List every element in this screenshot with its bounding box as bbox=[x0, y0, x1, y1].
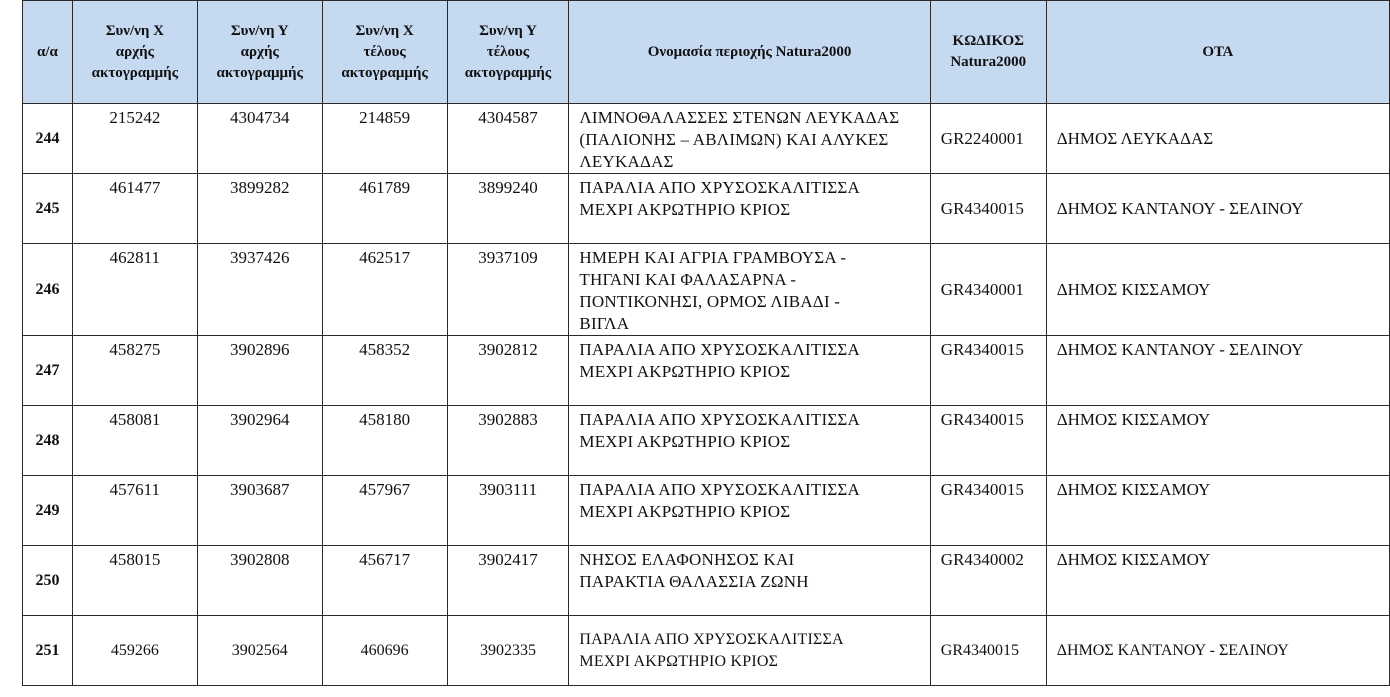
header-area-name: Ονομασία περιοχής Natura2000 bbox=[569, 1, 930, 104]
header-x-end: Συν/νη Χ τέλους ακτογραμμής bbox=[322, 1, 447, 104]
table-header bbox=[23, 1, 1390, 104]
x-start-cell: 458081 bbox=[72, 406, 197, 476]
x-end-cell: 214859 bbox=[322, 104, 447, 174]
y-end-cell: 3899240 bbox=[447, 174, 569, 244]
table-row bbox=[23, 174, 1390, 244]
table-row bbox=[23, 616, 1390, 686]
x-end-cell: 460696 bbox=[322, 616, 447, 686]
table-row bbox=[23, 336, 1390, 406]
y-start-cell: 3937426 bbox=[197, 244, 322, 336]
y-end-cell: 3902883 bbox=[447, 406, 569, 476]
x-end-cell: 458352 bbox=[322, 336, 447, 406]
ota-cell: ΔΗΜΟΣ ΚΑΝΤΑΝΟΥ - ΣΕΛΙΝΟΥ bbox=[1046, 174, 1389, 244]
y-end-cell: 3903111 bbox=[447, 476, 569, 546]
ota-cell: ΔΗΜΟΣ ΚΙΣΣΑΜΟΥ bbox=[1046, 406, 1389, 476]
table-body bbox=[23, 104, 1390, 686]
x-start-cell: 458015 bbox=[72, 546, 197, 616]
area-name-line: ΠΑΡΑΛΙΑ ΑΠΟ ΧΡΥΣΟΣΚΑΛΙΤΙΣΣΑ bbox=[579, 178, 860, 197]
ota-cell: ΔΗΜΟΣ ΚΙΣΣΑΜΟΥ bbox=[1046, 244, 1389, 336]
area-name-line: ΠΑΡΑΛΙΑ ΑΠΟ ΧΡΥΣΟΣΚΑΛΙΤΙΣΣΑ bbox=[579, 340, 860, 359]
header-code: ΚΩΔΙΚΟΣ Natura2000 bbox=[930, 1, 1046, 104]
area-name-cell bbox=[569, 174, 930, 244]
y-end-cell: 3937109 bbox=[447, 244, 569, 336]
y-start-cell: 4304734 bbox=[197, 104, 322, 174]
area-name-cell bbox=[569, 104, 930, 174]
ota-cell: ΔΗΜΟΣ ΚΙΣΣΑΜΟΥ bbox=[1046, 476, 1389, 546]
ota-cell: ΔΗΜΟΣ ΚΑΝΤΑΝΟΥ - ΣΕΛΙΝΟΥ bbox=[1046, 616, 1389, 686]
y-start-cell: 3903687 bbox=[197, 476, 322, 546]
area-name-line: ΠΑΡΑΛΙΑ ΑΠΟ ΧΡΥΣΟΣΚΑΛΙΤΙΣΣΑ bbox=[579, 630, 844, 648]
x-end-cell: 458180 bbox=[322, 406, 447, 476]
area-name-cell bbox=[569, 616, 930, 686]
x-end-cell: 462517 bbox=[322, 244, 447, 336]
area-name-line: ΝΗΣΟΣ ΕΛΑΦΟΝΗΣΟΣ ΚΑΙ bbox=[579, 550, 795, 569]
row-number: 248 bbox=[23, 406, 73, 476]
table-row bbox=[23, 546, 1390, 616]
x-start-cell: 462811 bbox=[72, 244, 197, 336]
ota-cell: ΔΗΜΟΣ ΚΑΝΤΑΝΟΥ - ΣΕΛΙΝΟΥ bbox=[1046, 336, 1389, 406]
row-number: 245 bbox=[23, 174, 73, 244]
natura-coastline-table bbox=[22, 0, 1390, 686]
x-start-cell: 461477 bbox=[72, 174, 197, 244]
area-name-line: ΠΑΡΑΛΙΑ ΑΠΟ ΧΡΥΣΟΣΚΑΛΙΤΙΣΣΑ bbox=[579, 480, 860, 499]
x-end-cell: 456717 bbox=[322, 546, 447, 616]
area-name-cell bbox=[569, 244, 930, 336]
natura-code-cell: GR4340002 bbox=[930, 546, 1046, 616]
natura-code-cell: GR4340015 bbox=[930, 476, 1046, 546]
natura-code-cell: GR4340015 bbox=[930, 616, 1046, 686]
header-x-start: Συν/νη Χ αρχής ακτογραμμής bbox=[72, 1, 197, 104]
area-name-line: ΠΟΝΤΙΚΟΝΗΣΙ, ΟΡΜΟΣ ΛΙΒΑΔΙ - bbox=[579, 292, 841, 311]
table-row bbox=[23, 406, 1390, 476]
y-end-cell: 3902417 bbox=[447, 546, 569, 616]
area-name-line: ΠΑΡΑΛΙΑ ΑΠΟ ΧΡΥΣΟΣΚΑΛΙΤΙΣΣΑ bbox=[579, 410, 860, 429]
natura-code-cell: GR4340015 bbox=[930, 174, 1046, 244]
area-name-line: ΜΕΧΡΙ ΑΚΡΩΤΗΡΙΟ ΚΡΙΟΣ bbox=[579, 200, 791, 219]
area-name-cell bbox=[569, 406, 930, 476]
natura-code-cell: GR4340015 bbox=[930, 406, 1046, 476]
area-name-line: ΜΕΧΡΙ ΑΚΡΩΤΗΡΙΟ ΚΡΙΟΣ bbox=[579, 502, 791, 521]
x-end-cell: 461789 bbox=[322, 174, 447, 244]
x-end-cell: 457967 bbox=[322, 476, 447, 546]
table-row bbox=[23, 244, 1390, 336]
x-start-cell: 458275 bbox=[72, 336, 197, 406]
area-name-line: ΠΑΡΑΚΤΙΑ ΘΑΛΑΣΣΙΑ ΖΩΝΗ bbox=[579, 572, 809, 591]
header-y-end: Συν/νη Υ τέλους ακτογραμμής bbox=[447, 1, 569, 104]
row-number: 250 bbox=[23, 546, 73, 616]
natura-code-cell: GR4340001 bbox=[930, 244, 1046, 336]
row-number: 247 bbox=[23, 336, 73, 406]
natura-code-cell: GR2240001 bbox=[930, 104, 1046, 174]
row-number: 251 bbox=[23, 616, 73, 686]
area-name-cell bbox=[569, 546, 930, 616]
row-number: 244 bbox=[23, 104, 73, 174]
ota-cell: ΔΗΜΟΣ ΛΕΥΚΑΔΑΣ bbox=[1046, 104, 1389, 174]
x-start-cell: 459266 bbox=[72, 616, 197, 686]
area-name-line: (ΠΑΛΙΟΝΗΣ – ΑΒΛΙΜΩΝ) ΚΑΙ ΑΛΥΚΕΣ bbox=[579, 130, 889, 149]
area-name-line: ΜΕΧΡΙ ΑΚΡΩΤΗΡΙΟ ΚΡΙΟΣ bbox=[579, 362, 791, 381]
y-start-cell: 3902964 bbox=[197, 406, 322, 476]
natura-code-cell: GR4340015 bbox=[930, 336, 1046, 406]
table-row bbox=[23, 476, 1390, 546]
header-y-start: Συν/νη Υ αρχής ακτογραμμής bbox=[197, 1, 322, 104]
y-start-cell: 3902896 bbox=[197, 336, 322, 406]
header-ota: ΟΤΑ bbox=[1046, 1, 1389, 104]
header-row bbox=[23, 1, 1390, 104]
area-name-line: ΤΗΓΑΝΙ ΚΑΙ ΦΑΛΑΣΑΡΝΑ - bbox=[579, 270, 797, 289]
header-aa: α/α bbox=[23, 1, 73, 104]
area-name-line: ΛΕΥΚΑΔΑΣ bbox=[579, 152, 674, 171]
row-number: 246 bbox=[23, 244, 73, 336]
x-start-cell: 215242 bbox=[72, 104, 197, 174]
y-end-cell: 4304587 bbox=[447, 104, 569, 174]
area-name-line: ΛΙΜΝΟΘΑΛΑΣΣΕΣ ΣΤΕΝΩΝ ΛΕΥΚΑΔΑΣ bbox=[579, 108, 900, 127]
y-end-cell: 3902335 bbox=[447, 616, 569, 686]
y-start-cell: 3899282 bbox=[197, 174, 322, 244]
area-name-cell bbox=[569, 336, 930, 406]
area-name-line: ΗΜΕΡΗ ΚΑΙ ΑΓΡΙΑ ΓΡΑΜΒΟΥΣΑ - bbox=[579, 248, 847, 267]
y-start-cell: 3902564 bbox=[197, 616, 322, 686]
y-end-cell: 3902812 bbox=[447, 336, 569, 406]
area-name-line: ΜΕΧΡΙ ΑΚΡΩΤΗΡΙΟ ΚΡΙΟΣ bbox=[579, 432, 791, 451]
ota-cell: ΔΗΜΟΣ ΚΙΣΣΑΜΟΥ bbox=[1046, 546, 1389, 616]
table-row bbox=[23, 104, 1390, 174]
area-name-cell bbox=[569, 476, 930, 546]
y-start-cell: 3902808 bbox=[197, 546, 322, 616]
row-number: 249 bbox=[23, 476, 73, 546]
area-name-line: ΜΕΧΡΙ ΑΚΡΩΤΗΡΙΟ ΚΡΙΟΣ bbox=[579, 652, 779, 670]
area-name-line: ΒΙΓΛΑ bbox=[579, 314, 630, 333]
x-start-cell: 457611 bbox=[72, 476, 197, 546]
